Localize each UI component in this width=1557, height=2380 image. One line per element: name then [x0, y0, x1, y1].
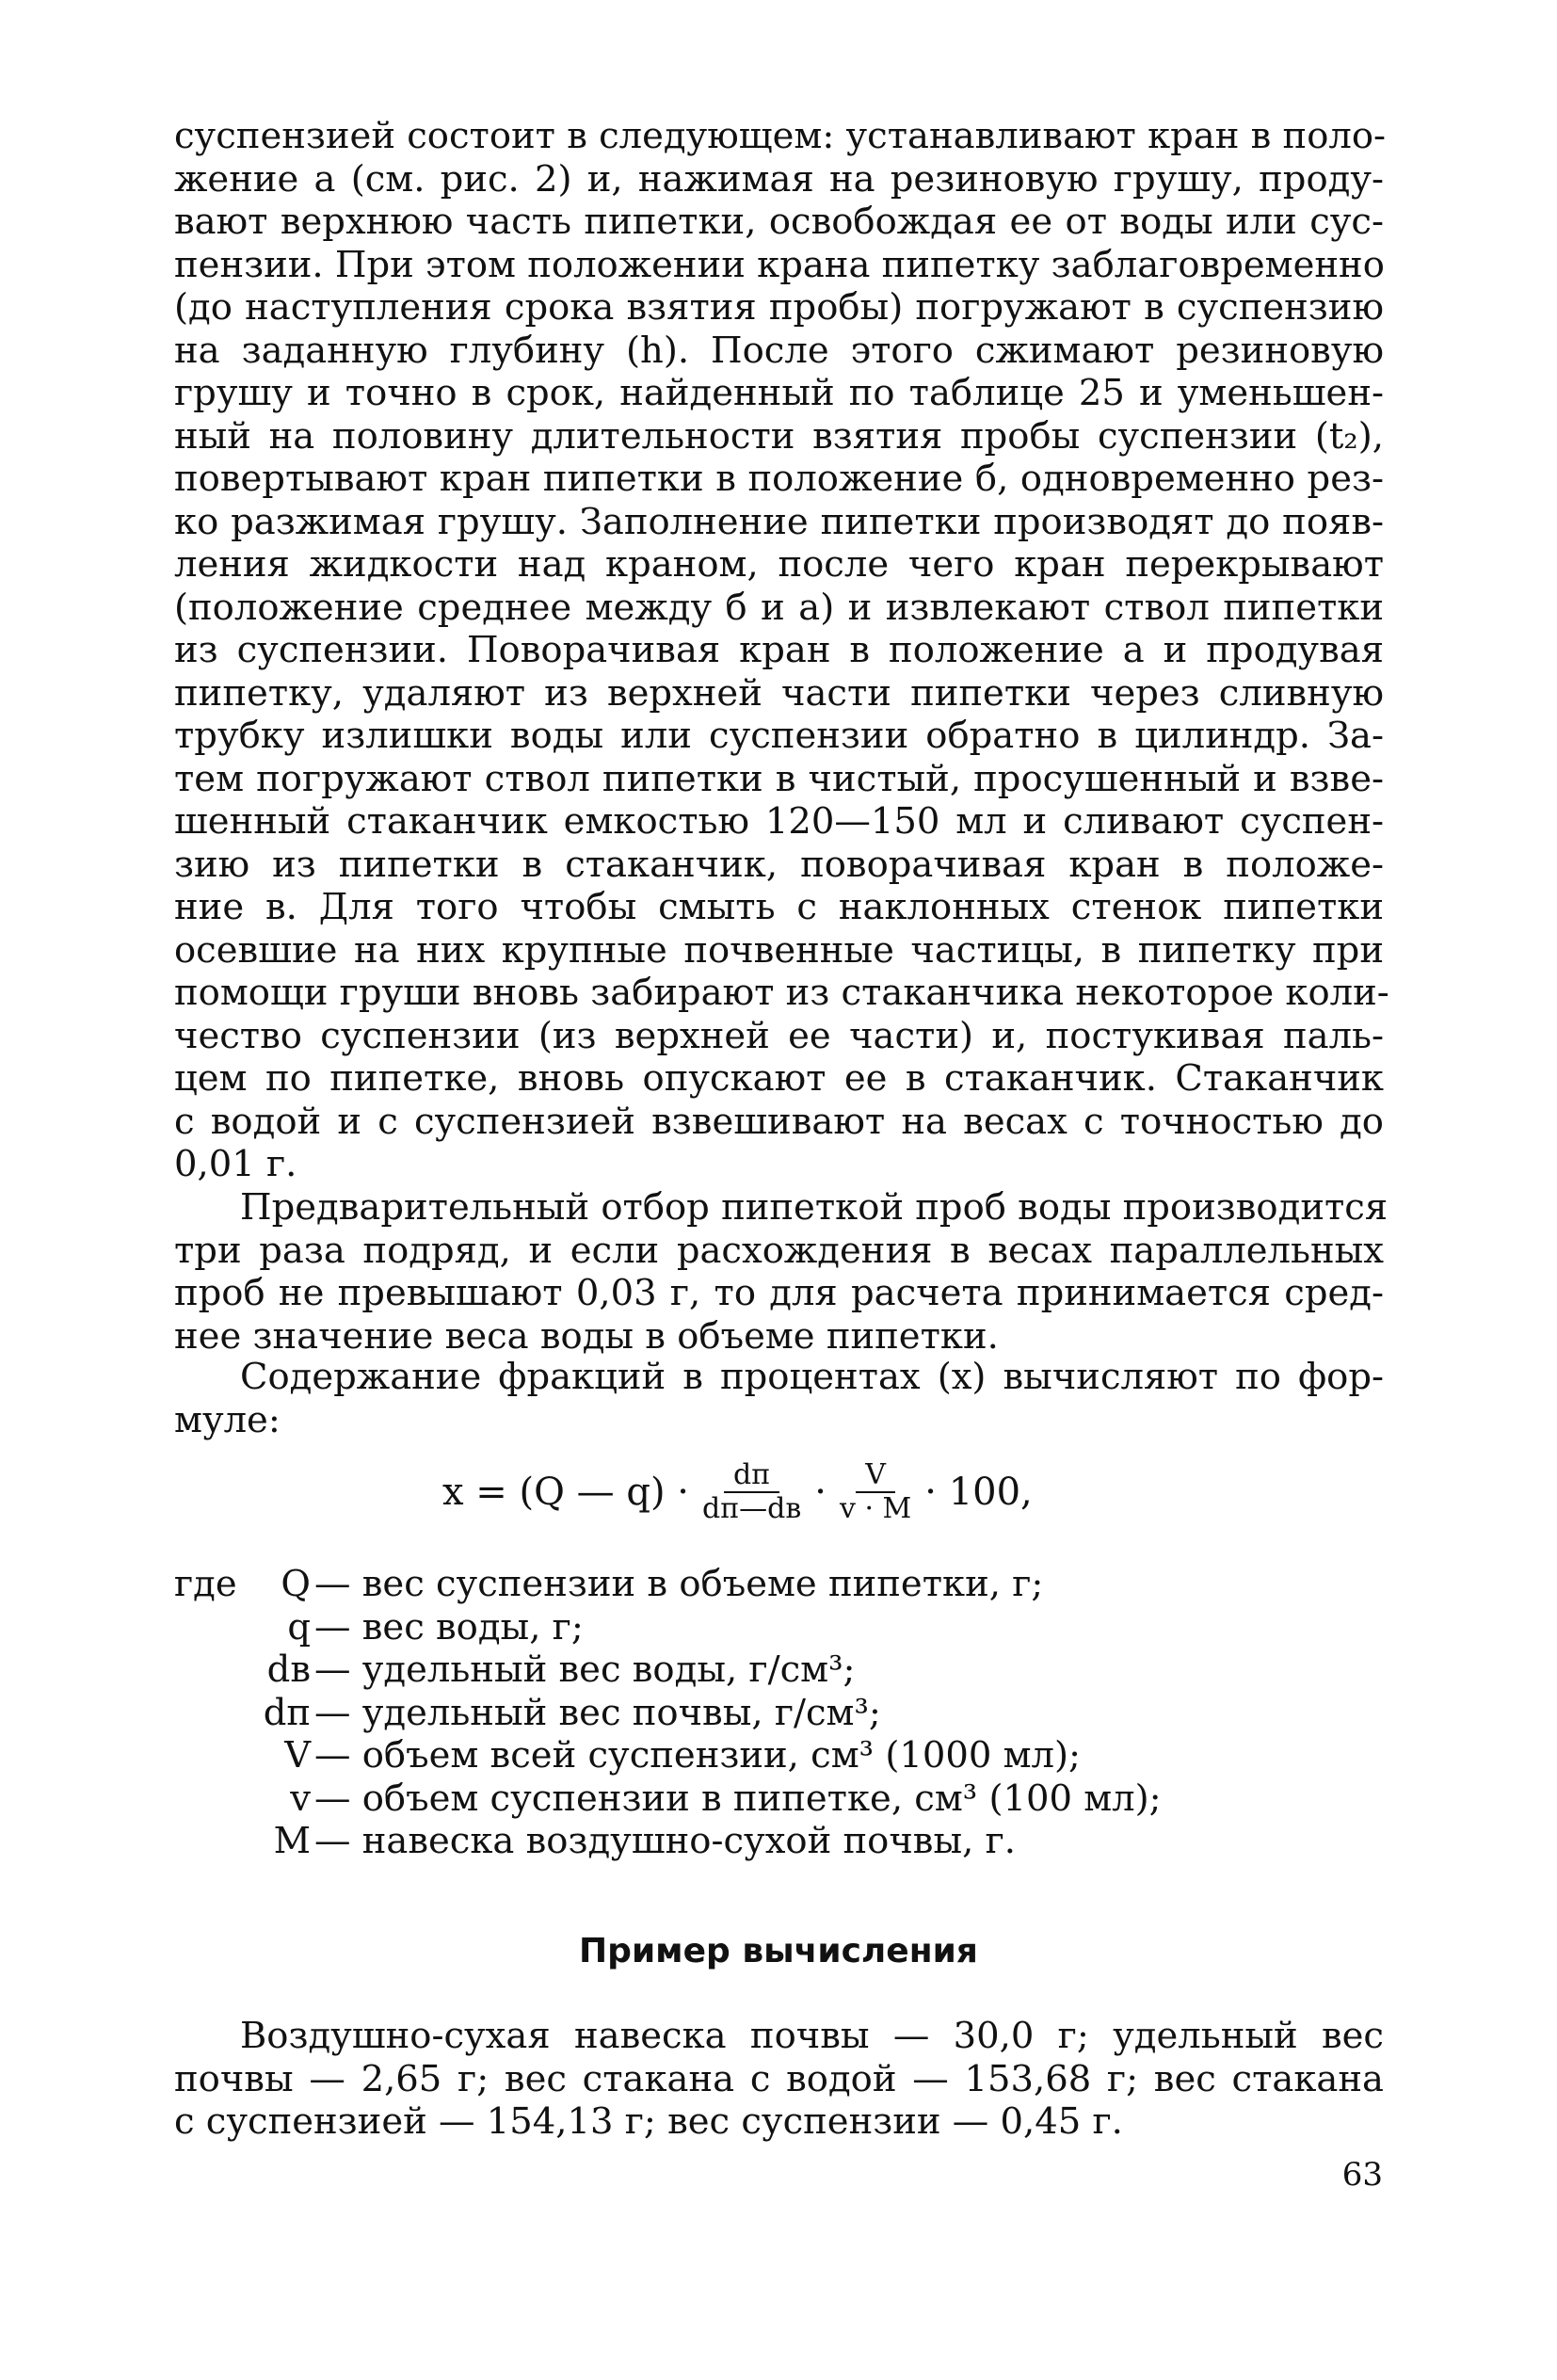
definition-row [174, 1648, 1162, 1692]
fraction-numerator: dп [724, 1459, 779, 1493]
paragraph-water-sampling [174, 1186, 1388, 1358]
text-line: помощи груши вновь забирают из стаканчика некоторое коли- [174, 972, 1389, 1014]
variable-definitions [174, 1563, 1162, 1863]
definition-row [174, 1777, 1162, 1821]
text-line: 0,01 г. [174, 1143, 297, 1185]
definition-symbol: v [290, 1777, 311, 1820]
text-line: почвы — 2,65 г; вес стакана с водой — 153,68 г; вес стакана [174, 2057, 1384, 2100]
text-line: ние в. Для того чтобы смыть с наклонных стенок пипетки [174, 886, 1384, 928]
definition-text: — навеска воздушно-сухой почвы, г. [314, 1820, 1016, 1862]
formula-tail: · 100, [924, 1471, 1033, 1514]
definition-symbol: dп [263, 1691, 311, 1734]
text-line: пипетку, удаляют из верхней части пипетки через сливную [174, 671, 1384, 715]
text-line: (положение среднее между б и а) и извлекают ствол пипетки [174, 586, 1384, 629]
text-line: осевшие на них крупные почвенные частицы, в пипетку при [174, 928, 1384, 972]
text-line: жение а (см. рис. 2) и, нажимая на резиновую грушу, проду- [174, 157, 1384, 201]
text-line: ко разжимая грушу. Заполнение пипетки производят до появ- [174, 500, 1384, 543]
definition-text: — вес воды, г; [314, 1605, 584, 1648]
text-line: пензии. При этом положении крана пипетку заблаговременно [174, 243, 1385, 286]
text-line: с водой и с суспензией взвешивают на весах с точностью до [174, 1100, 1384, 1143]
definition-text: — вес суспензии в объеме пипетки, г; [314, 1563, 1044, 1605]
text-line: на заданную глубину (h). После этого сжимают резиновую [174, 329, 1384, 372]
text-line: Воздушно-сухая навеска почвы — 30,0 г; удельный вес [240, 2015, 1384, 2057]
definition-row [174, 1606, 1162, 1649]
fraction-density [697, 1459, 807, 1525]
text-line: ления жидкости над краном, после чего кран перекрывают [174, 543, 1384, 586]
formula-lhs: x = (Q — q) · [442, 1471, 689, 1514]
text-line: Предварительный отбор пипеткой проб воды производится [240, 1186, 1388, 1229]
definition-symbol: Q [281, 1563, 311, 1605]
definition-row [174, 1563, 1162, 1606]
text-line: грушу и точно в срок, найденный по таблице 25 и уменьшен- [174, 372, 1384, 414]
definition-row [174, 1692, 1162, 1735]
fraction-denominator: v · M [840, 1492, 912, 1525]
fraction-denominator: dп—dв [701, 1492, 802, 1525]
paragraph-formula-intro [174, 1356, 1384, 1441]
text-line: чество суспензии (из верхней ее части) и, постукивая паль- [174, 1014, 1384, 1057]
definition-symbol: V [284, 1734, 311, 1777]
text-line: (до наступления срока взятия пробы) погружают в суспензию [174, 286, 1384, 329]
definitions-lead: где [174, 1563, 237, 1605]
text-line: муле: [174, 1398, 281, 1441]
text-line: ный на половину длительности взятия пробы суспензии (t₂), [174, 414, 1384, 458]
text-line: трубку излишки воды или суспензии обратно в цилиндр. За- [174, 715, 1384, 757]
text-line: из суспензии. Поворачивая кран в положение а и продувая [174, 629, 1384, 671]
definition-text: — объем всей суспензии, см³ (1000 мл); [314, 1734, 1081, 1777]
text-line: цем по пипетке, вновь опускают ее в стаканчик. Стаканчик [174, 1057, 1384, 1100]
text-line: с суспензией — 154,13 г; вес суспензии — 0,45 г. [174, 2100, 1123, 2143]
fraction-volume [834, 1459, 917, 1525]
definition-row [174, 1820, 1162, 1863]
page-number: 63 [1341, 2156, 1383, 2194]
paragraph-example [174, 2015, 1384, 2144]
text-line: шенный стаканчик емкостью 120—150 мл и сливают суспен- [174, 800, 1384, 843]
formula-dot: · [814, 1471, 827, 1514]
text-line: проб не превышают 0,03 г, то для расчета принимается сред- [174, 1272, 1384, 1314]
definition-symbol: M [273, 1820, 311, 1862]
definition-text: — удельный вес воды, г/см³; [314, 1648, 856, 1691]
text-line: повертывают кран пипетки в положение б, одновременно рез- [174, 458, 1384, 500]
text-line: три раза подряд, и если расхождения в весах параллельных [174, 1229, 1384, 1272]
section-heading: Пример вычисления [579, 1932, 978, 1970]
text-line: суспензией состоит в следующем: устанавливают кран в поло- [174, 115, 1387, 157]
definition-text: — объем суспензии в пипетке, см³ (100 мл); [314, 1777, 1162, 1820]
text-line: тем погружают ствол пипетки в чистый, просушенный и взве- [174, 757, 1384, 800]
definition-symbol: dв [266, 1648, 311, 1691]
definition-row [174, 1734, 1162, 1777]
definition-symbol: q [287, 1605, 311, 1648]
fraction-formula [442, 1445, 1033, 1539]
text-line: нее значение веса воды в объеме пипетки. [174, 1314, 999, 1358]
fraction-numerator: V [856, 1459, 895, 1493]
definition-text: — удельный вес почвы, г/см³; [314, 1691, 881, 1734]
paragraph-procedure [174, 115, 1389, 1186]
text-line: зию из пипетки в стаканчик, поворачивая кран в положе- [174, 843, 1384, 886]
text-line: Содержание фракций в процентах (х) вычисляют по фор- [240, 1356, 1384, 1398]
text-line: вают верхнюю часть пипетки, освобождая ее от воды или сус- [174, 201, 1384, 243]
